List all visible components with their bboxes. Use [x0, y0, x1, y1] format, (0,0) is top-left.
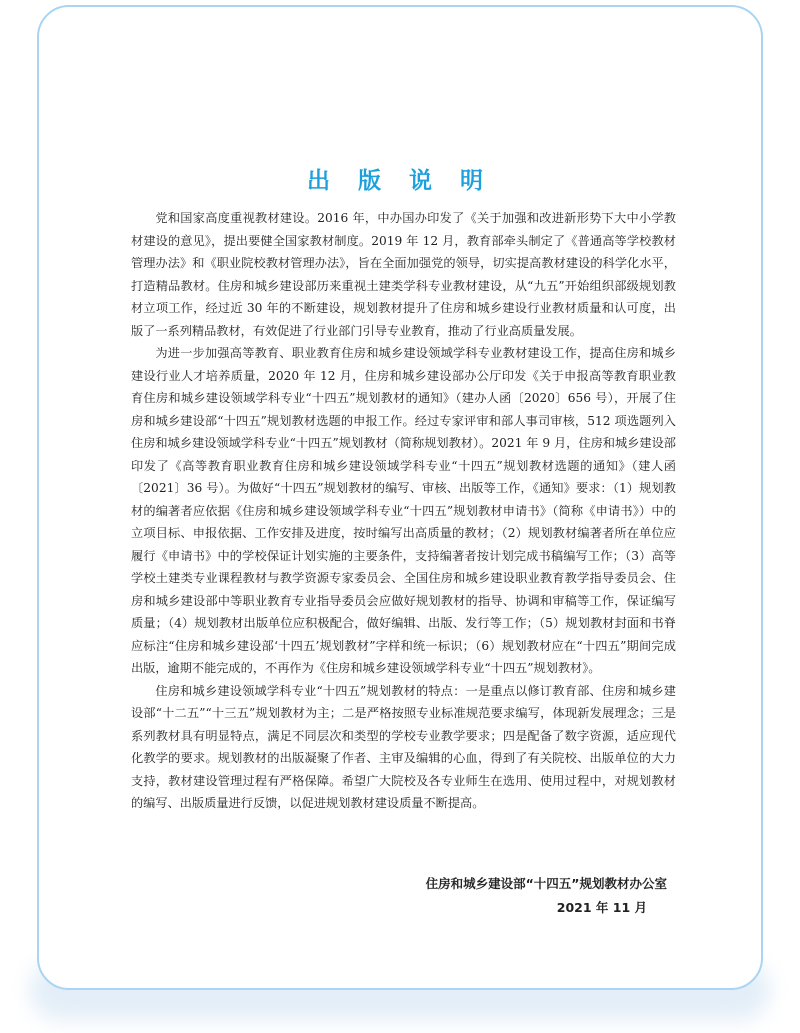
signature-organization: 住房和城乡建设部“十四五”规划教材办公室: [425, 876, 667, 891]
paragraph-3: 住房和城乡建设领域学科专业“十四五”规划教材的特点：一是重点以修订教育部、住房和城乡建设部“十二五”“十三五”规划教材为主；二是严格按照专业标准规范要求编写，体现新发展理念；三是系列教材具有明显特点，满足不同层次和类型的学校专业教学要求；四是配备了数字资源，适应现代化教学的要求。规划教材的出版凝聚了作者、主审及编辑的心血，得到了有关院校、出版单位的大力支持，教材建设管理过程有严格保障。希望广大院校及各专业师生在选用、使用过程中，对规划教材的编写、出版质量进行反馈，以促进规划教材建设质量不断提高。: [131, 683, 676, 810]
paragraph-2: 为进一步加强高等教育、职业教育住房和城乡建设领域学科专业教材建设工作，提高住房和城乡建设行业人才培养质量，2020 年 12 月，住房和城乡建设部办公厅印发《关于申报高等教育职业教育住房和城乡建设领域学科专业“十四五”规划教材的通知》（建办人函〔2020〕656 号），开展了住房和城乡建设部“十四五”规划教材选题的申报工作。经过专家评审和部人事司审核，512 项选题列入住房和城乡建设领域学科专业“十四五”规划教材（简称规划教材）。2021 年 9 月，住房和城乡建设部印发了《高等教育职业教育住房和城乡建设领域学科专业“十四五”规划教材选题的通知》（建人函〔2021〕36 号）。为做好“十四五”规划教材的编写、审核、出版等工作，《通知》要求：（1）规划教材的编著者应依据《住房和城乡建设领域学科专业“十四五”规划教材申请书》（简称《申请书》）中的立项目标、申报依据、工作安排及进度，按时编写出高质量的教材；（2）规划教材编著者所在单位应履行《申请书》中的学校保证计划实施的主要条件，支持编著者按计划完成书稿编写工作；（3）高等学校土建类专业课程教材与教学资源专家委员会、全国住房和城乡建设职业教育教学指导委员会、住房和城乡建设部中等职业教育专业指导委员会应做好规划教材的指导、协调和审稿等工作，保证编写质量；（4）规划教材出版单位应积极配合，做好编辑、出版、发行等工作；（5）规划教材封面和书脊应标注“住房和城乡建设部‘十四五’规划教材”字样和统一标识；（6）规划教材应在“十四五”期间完成出版，逾期不能完成的，不再作为《住房和城乡建设领域学科专业“十四五”规划教材》。: [131, 346, 676, 675]
body-text: [131, 207, 676, 815]
signature-block: [426, 872, 667, 920]
page-title: 出 版 说 明: [306, 168, 494, 194]
signature-date: 2021 年 11 月: [556, 900, 647, 915]
paragraph-1: 党和国家高度重视教材建设。2016 年，中办国办印发了《关于加强和改进新形势下大中小学教材建设的意见》，提出要健全国家教材制度。2019 年 12 月，教育部牵头制定了《普通高等学校教材管理办法》和《职业院校教材管理办法》，旨在全面加强党的领导，切实提高教材建设的科学化水平，打造精品教材。住房和城乡建设部历来重视土建类学科专业教材建设，从“九五”开始组织部级规划教材立项工作，经过近 30 年的不断建设，规划教材提升了住房和城乡建设行业教材质量和认可度，出版了一系列精品教材，有效促进了行业部门引导专业教育，推动了行业高质量发展。: [131, 211, 676, 338]
